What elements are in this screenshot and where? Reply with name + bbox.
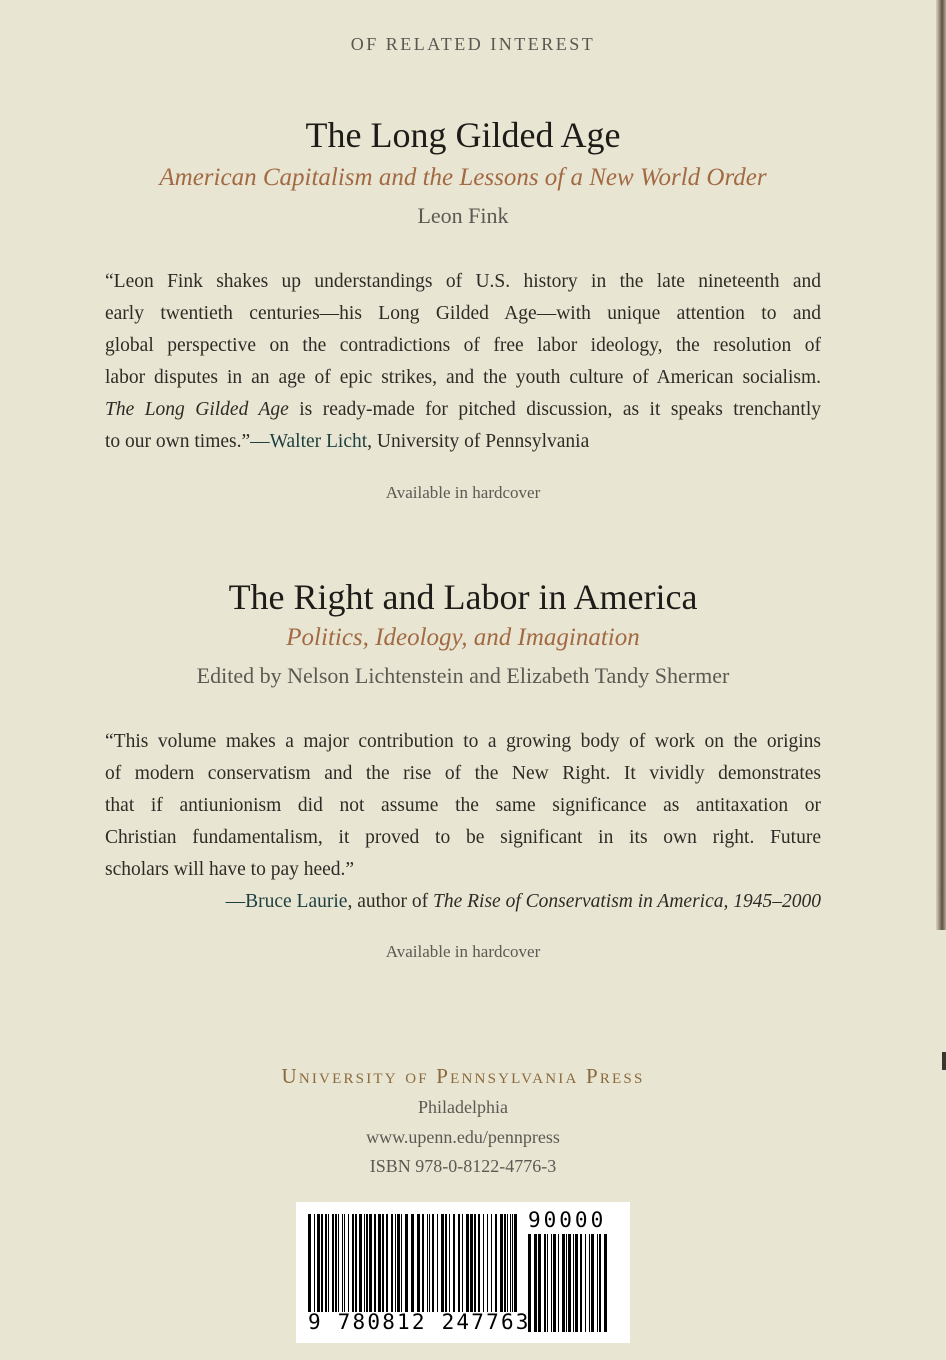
- barcode-bar: [441, 1214, 444, 1312]
- barcode-bar: [510, 1214, 511, 1312]
- publisher-city: Philadelphia: [418, 1097, 508, 1117]
- book2-reviewer-role: , author of: [347, 891, 433, 912]
- barcode-bar: [391, 1214, 393, 1312]
- book1-reviewer-affiliation: , University of Pennsylvania: [367, 431, 590, 452]
- barcode-bar: [597, 1234, 598, 1332]
- barcode-bar: [589, 1234, 590, 1332]
- barcode-bar: [314, 1214, 315, 1312]
- book1-blurb-line-rest: is ready-made for pitched discussion, as it speaks trenchantly: [288, 399, 821, 420]
- barcode-bar: [355, 1214, 357, 1312]
- barcode-bar: [568, 1234, 571, 1332]
- book1-blurb-title: The Long Gilded Age: [105, 399, 289, 420]
- barcode-bar: [401, 1214, 402, 1312]
- barcode-bar: [342, 1214, 343, 1312]
- isbn: ISBN 978-0-8122-4776-3: [369, 1156, 557, 1176]
- barcode-bar: [427, 1214, 428, 1312]
- barcode-bar: [308, 1214, 311, 1312]
- book2-reviewer-name: —Bruce Laurie: [225, 891, 348, 912]
- barcode-bar: [325, 1214, 327, 1312]
- barcode-bar: [405, 1214, 408, 1312]
- barcode-bars: [308, 1214, 518, 1312]
- barcode-bar: [538, 1234, 541, 1332]
- book2-blurb-line: that if antiunionism did not assume the same significance as antitaxation or: [105, 795, 821, 816]
- barcode-bar: [366, 1214, 368, 1312]
- book2-availability: Available in hardcover: [385, 942, 541, 961]
- book1-reviewer-name: —Walter Licht: [250, 431, 368, 452]
- book1-blurb-line: [105, 394, 821, 426]
- barcode-bar: [352, 1214, 354, 1312]
- book2-reviewer-book: The Rise of Conservatism in America, 1945–2000: [433, 891, 821, 912]
- barcode-bar: [328, 1214, 329, 1312]
- publisher-url: www.upenn.edu/pennpress: [366, 1127, 560, 1147]
- barcode-bar: [321, 1214, 323, 1312]
- book1-blurb-end: to our own times.”: [105, 431, 251, 452]
- book2-attribution: [105, 886, 821, 918]
- barcode-bar: [466, 1214, 469, 1312]
- barcode-bar: [604, 1234, 607, 1332]
- barcode-bar: [478, 1214, 480, 1312]
- related-interest-heading: OF RELATED INTEREST: [350, 34, 596, 54]
- book1-author: Leon Fink: [417, 203, 509, 228]
- barcode-bar: [553, 1234, 556, 1332]
- barcode-bar: [395, 1214, 396, 1312]
- edge-mark: [942, 1052, 946, 1070]
- barcode-bar: [591, 1234, 594, 1332]
- barcode-bar: [495, 1214, 497, 1312]
- barcode-bar: [369, 1214, 372, 1312]
- book1-title: The Long Gilded Age: [305, 115, 621, 155]
- barcode-bar: [483, 1214, 484, 1312]
- book2-blurb-line: scholars will have to pay heed.”: [105, 859, 355, 880]
- book1-blurb: [105, 266, 821, 458]
- barcode-digits: 9 780812 247763: [308, 1310, 531, 1334]
- barcode-bar: [462, 1214, 463, 1312]
- book1-blurb-line: “Leon Fink shakes up understandings of U.S. history in the late nineteenth and: [105, 271, 821, 292]
- barcode-bar: [547, 1234, 548, 1332]
- barcode-bar: [344, 1214, 345, 1312]
- barcode-extension-digits: 90000: [528, 1208, 607, 1232]
- barcode-bar: [332, 1214, 334, 1312]
- barcode-bar: [445, 1214, 447, 1312]
- barcode-bar: [359, 1214, 362, 1312]
- barcode-bar: [551, 1234, 552, 1332]
- barcode-bar: [417, 1214, 420, 1312]
- book2-blurb-line: Christian fundamentalism, it proved to be significant in its own right. Future: [105, 827, 821, 848]
- barcode-bar: [585, 1234, 586, 1332]
- book2-subtitle: Politics, Ideology, and Imagination: [286, 624, 640, 651]
- book1-blurb-line: labor disputes in an age of epic strikes, and the youth culture of American socialism.: [105, 367, 821, 388]
- publisher-name: University of Pennsylvania Press: [281, 1064, 645, 1088]
- barcode-bar: [411, 1214, 414, 1312]
- barcode-bar: [453, 1214, 455, 1312]
- barcode-bar: [348, 1214, 349, 1312]
- barcode-bar: [470, 1214, 473, 1312]
- book1-availability: Available in hardcover: [385, 483, 541, 502]
- book2-title: The Right and Labor in America: [228, 577, 698, 617]
- book2-editors: Edited by Nelson Lichtenstein and Elizabeth Tandy Shermer: [196, 663, 730, 688]
- barcode-bar: [397, 1214, 400, 1312]
- barcode-bar: [378, 1214, 381, 1312]
- barcode: [296, 1202, 630, 1343]
- barcode-bar: [512, 1214, 513, 1312]
- barcode-bar: [491, 1214, 492, 1312]
- barcode-bar: [599, 1234, 601, 1332]
- barcode-bar: [432, 1214, 434, 1312]
- barcode-extension-bars: [528, 1234, 616, 1332]
- barcode-bar: [487, 1214, 488, 1312]
- cover-edge-image: [936, 0, 946, 930]
- barcode-bar: [474, 1214, 476, 1312]
- book2-blurb: [105, 726, 821, 918]
- barcode-bar: [374, 1214, 376, 1312]
- barcode-bar: [575, 1234, 578, 1332]
- book1-subtitle: American Capitalism and the Lessons of a New World Order: [159, 164, 767, 191]
- barcode-bar: [422, 1214, 424, 1312]
- barcode-bar: [507, 1214, 508, 1312]
- barcode-bar: [449, 1214, 450, 1312]
- barcode-bar: [429, 1214, 430, 1312]
- barcode-bar: [514, 1214, 517, 1312]
- book1-blurb-line: global perspective on the contradictions of free labor ideology, the resolution of: [105, 335, 821, 356]
- barcode-bar: [437, 1214, 438, 1312]
- book2-blurb-line: of modern conservatism and the rise of the New Right. It vividly demonstrates: [105, 763, 821, 784]
- barcode-bar: [386, 1214, 388, 1312]
- barcode-bar: [562, 1234, 565, 1332]
- barcode-bar: [544, 1234, 546, 1332]
- barcode-bar: [566, 1234, 567, 1332]
- barcode-bar: [335, 1214, 337, 1312]
- barcode-bar: [382, 1214, 384, 1312]
- barcode-bar: [364, 1214, 365, 1312]
- barcode-bar: [338, 1214, 339, 1312]
- barcode-bar: [317, 1214, 320, 1312]
- barcode-bar: [534, 1234, 537, 1332]
- barcode-bar: [558, 1234, 559, 1332]
- barcode-bar: [580, 1234, 582, 1332]
- book2-blurb-line: “This volume makes a major contribution to a growing body of work on the origins: [105, 731, 821, 752]
- barcode-bar: [504, 1214, 506, 1312]
- barcode-bar: [573, 1234, 574, 1332]
- book1-blurb-line: [105, 426, 821, 458]
- barcode-bar: [458, 1214, 460, 1312]
- book1-blurb-line: early twentieth centuries—his Long Gilded Age—with unique attention to and: [105, 303, 821, 324]
- barcode-bar: [500, 1214, 503, 1312]
